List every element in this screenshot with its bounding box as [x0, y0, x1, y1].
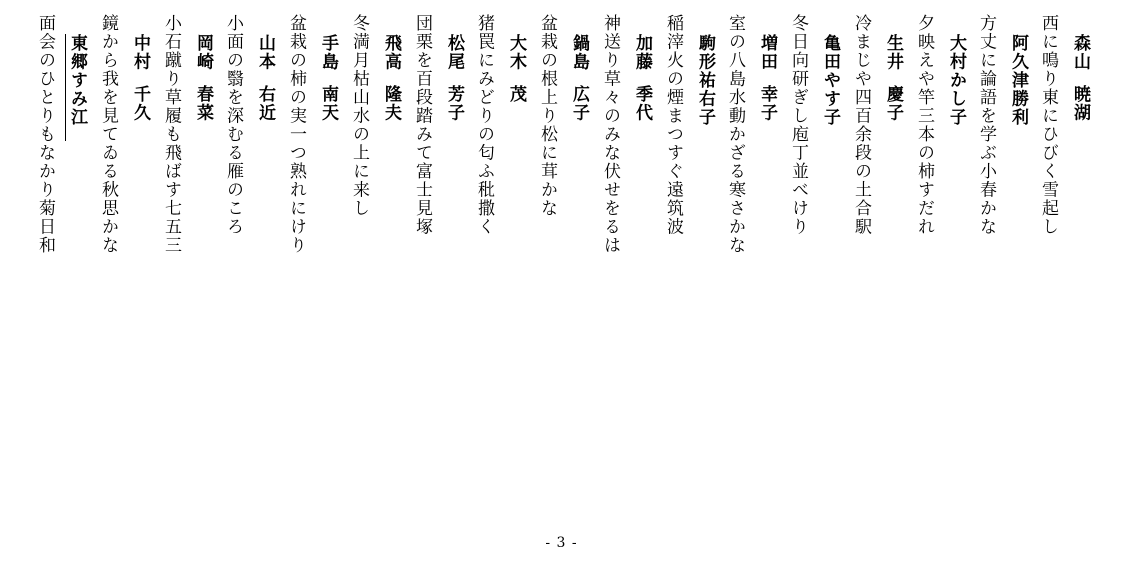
haiku-text: 室の八島水動かざる寒さかな [725, 14, 745, 255]
haiku-entry [153, 14, 213, 264]
haiku-entry [592, 14, 652, 264]
author-name: 岡崎春菜 [193, 34, 213, 122]
haiku-text: 夕映えや竿三本の柿すだれ [914, 14, 934, 236]
haiku-entry [215, 14, 275, 264]
author-name: 松尾芳子 [444, 34, 464, 122]
author-name: 阿久津勝利 [1008, 34, 1028, 127]
haiku-entry [717, 14, 777, 264]
haiku-text: 稲滓火の煙まつすぐ遠筑波 [663, 14, 683, 236]
haiku-text: 方丈に論語を学ぶ小春かな [976, 14, 996, 236]
haiku-entry [1030, 14, 1090, 264]
haiku-text: 小面の翳を深むる雁のころ [223, 14, 243, 236]
haiku-entry [90, 14, 150, 264]
haiku-entry [843, 14, 903, 264]
haiku-text: 冷まじや四百余段の土合駅 [851, 14, 871, 236]
author-name: 山本右近 [255, 34, 275, 122]
author-name: 中村千久 [130, 34, 150, 122]
haiku-entry [27, 14, 87, 264]
haiku-entry [968, 14, 1028, 264]
author-name: 加藤季代 [632, 34, 652, 122]
haiku-text: 小石蹴り草履も飛ばす七五三 [161, 14, 181, 255]
haiku-entry [404, 14, 464, 264]
author-name: 駒形祐右子 [695, 34, 715, 127]
haiku-text: 盆栽の柿の実一つ熟れにけり [286, 14, 306, 255]
author-name: 飛高隆夫 [381, 34, 401, 122]
author-name: 増田幸子 [757, 34, 777, 122]
author-name: 大木茂 [506, 34, 526, 104]
haiku-text: 団栗を百段踏みて富士見塚 [412, 14, 432, 236]
haiku-entry [906, 14, 966, 264]
haiku-text: 鏡から我を見てゐる秋思かな [98, 14, 118, 255]
author-name: 生井慶子 [883, 34, 903, 122]
author-name: 亀田やす子 [820, 34, 840, 127]
author-name: 大村かし子 [946, 34, 966, 127]
haiku-entry [529, 14, 589, 264]
haiku-text: 冬満月枯山水の上に来し [349, 14, 369, 218]
haiku-entry [341, 14, 401, 264]
haiku-entry [655, 14, 715, 264]
haiku-entry [466, 14, 526, 264]
author-name: 森山暁湖 [1070, 34, 1090, 122]
haiku-text: 猪罠にみどりの匂ふ秕撒く [474, 14, 494, 236]
haiku-text: 神送り草々のみな伏せをるは [600, 14, 620, 255]
author-name: 鍋島広子 [569, 34, 589, 122]
page-number: - 3 - [545, 535, 578, 551]
haiku-entry [278, 14, 338, 264]
haiku-entry [780, 14, 840, 264]
haiku-text: 西に鳴り東にひびく雪起し [1038, 14, 1058, 236]
haiku-text: 面会のひとりもなかり菊日和 [35, 14, 55, 255]
author-name: 東郷すみ江 [65, 34, 87, 141]
haiku-text: 冬日向研ぎし庖丁並べけり [788, 14, 808, 236]
haiku-text: 盆栽の根上り松に茸かな [537, 14, 557, 218]
author-name: 手島南天 [318, 34, 338, 122]
